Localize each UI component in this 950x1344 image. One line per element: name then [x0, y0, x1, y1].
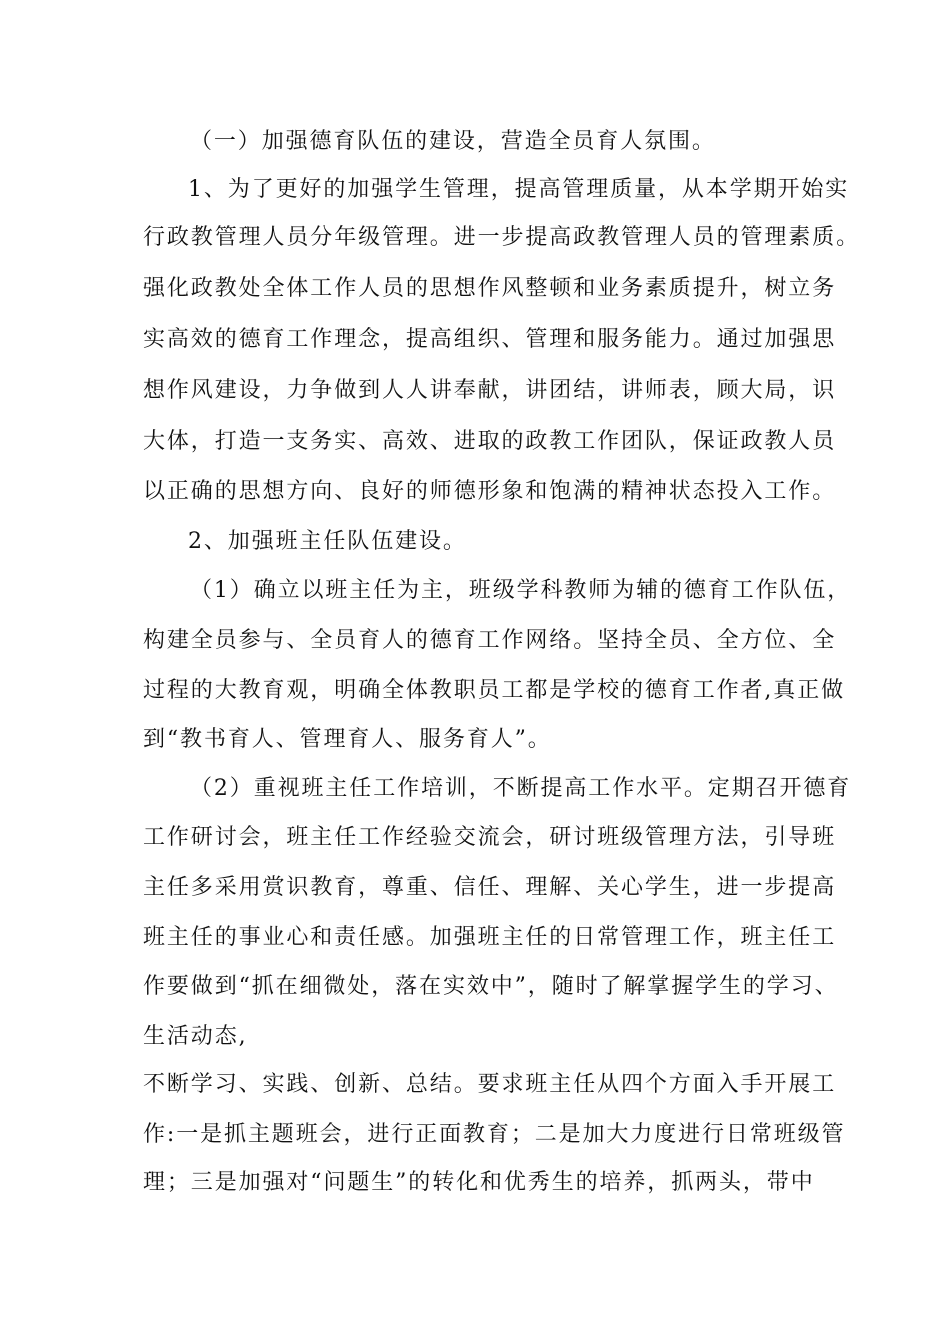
paragraph-line: 工作研讨会，班主任工作经验交流会，研讨班级管理方法，引导班 — [143, 825, 837, 850]
paragraph-line: 实高效的德育工作理念，提高组织、管理和服务能力。通过加强思 — [143, 327, 837, 352]
paragraph-line: 作要做到“抓在细微处，落在实效中”，随时了解掌握学生的学习、 — [143, 974, 839, 999]
paragraph-line: 行政教管理人员分年级管理。进一步提高政教管理人员的管理素质。 — [143, 225, 861, 250]
paragraph-line: 主任多采用赏识教育，尊重、信任、理解、关心学生，进一步提高 — [143, 875, 837, 900]
paragraph-line: 大体，打造一支务实、高效、进取的政教工作团队，保证政教人员 — [143, 429, 837, 454]
paragraph-line: 班主任的事业心和责任感。加强班主任的日常管理工作，班主任工 — [143, 925, 837, 950]
paragraph-line: 1、为了更好的加强学生管理，提高管理质量，从本学期开始实 — [188, 177, 850, 202]
paragraph-line: 作:一是抓主题班会，进行正面教育；二是加大力度进行日常班级管 — [143, 1122, 846, 1147]
paragraph-line: （1）确立以班主任为主，班级学科教师为辅的德育工作队伍， — [190, 578, 852, 603]
paragraph-line: 到“教书育人、管理育人、服务育人”。 — [143, 727, 552, 752]
paragraph-line: 想作风建设，力争做到人人讲奉献，讲团结，讲师表，顾大局，识 — [143, 378, 837, 403]
paragraph-line: 不断学习、实践、创新、总结。要求班主任从四个方面入手开展工 — [143, 1072, 837, 1097]
paragraph-line: （2）重视班主任工作培训，不断提高工作水平。定期召开德育 — [190, 776, 852, 801]
paragraph-line: 过程的大教育观，明确全体教职员工都是学校的德育工作者,真正做 — [143, 678, 845, 703]
paragraph-line: 构建全员参与、全员育人的德育工作网络。坚持全员、全方位、全 — [143, 628, 837, 653]
paragraph-line: 理；三是加强对“问题生”的转化和优秀生的培养，抓两头，带中 — [143, 1170, 815, 1195]
paragraph-line: 生活动态, — [143, 1024, 248, 1049]
section-heading: （一）加强德育队伍的建设，营造全员育人氛围。 — [190, 129, 716, 154]
subheading-line: 2、加强班主任队伍建设。 — [188, 529, 467, 554]
paragraph-line: 强化政教处全体工作人员的思想作风整顿和业务素质提升，树立务 — [143, 276, 837, 301]
paragraph-line: 以正确的思想方向、良好的师德形象和饱满的精神状态投入工作。 — [143, 479, 837, 504]
